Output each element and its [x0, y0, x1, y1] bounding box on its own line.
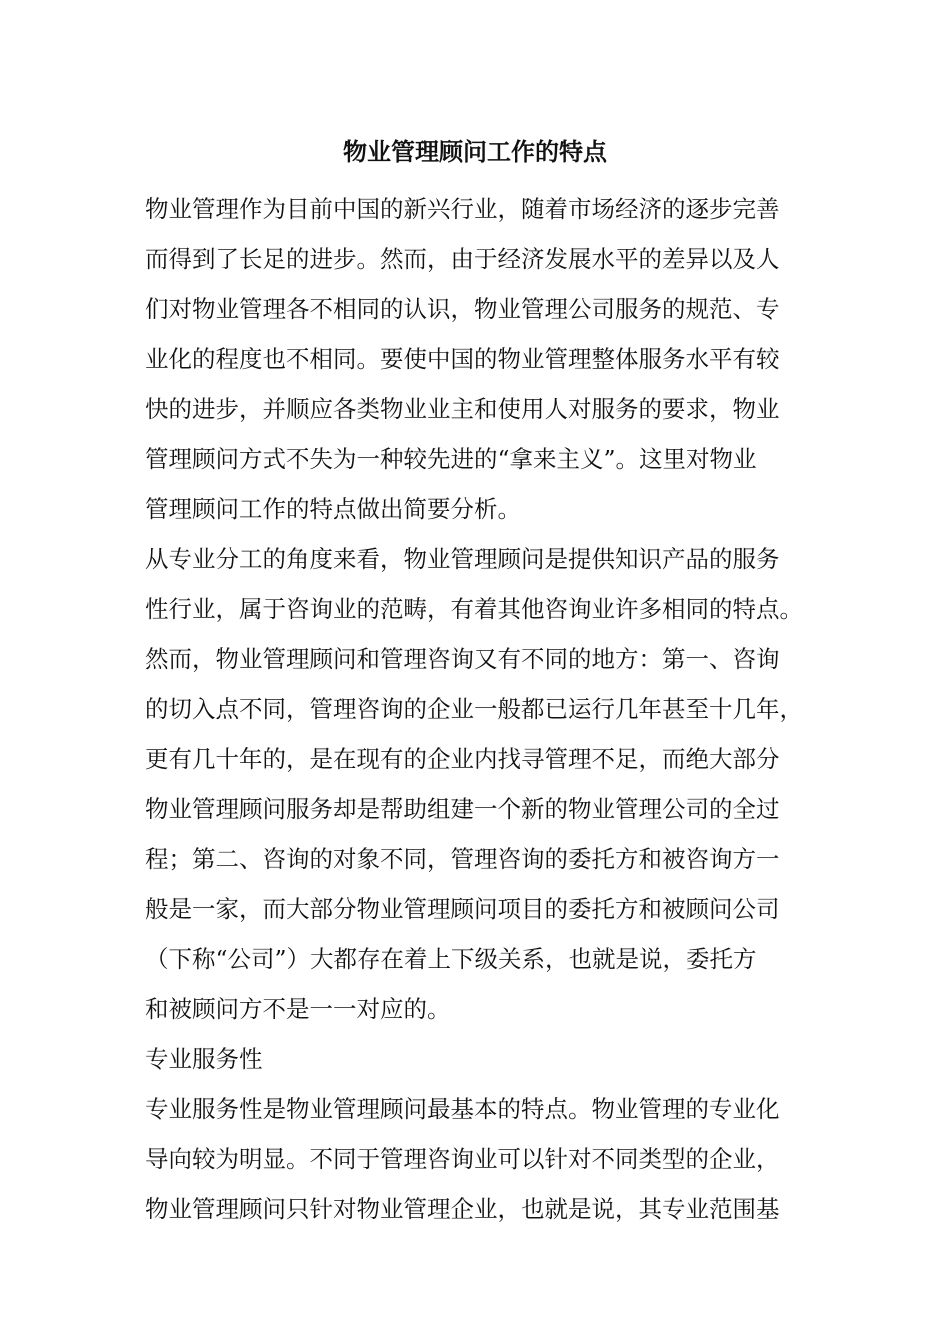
document-title: 物业管理顾问工作的特点 [343, 137, 607, 166]
text-line: 物业管理作为目前中国的新兴行业，随着市场经济的逐步完善 [145, 195, 780, 223]
text-line: 管理顾问工作的特点做出简要分析。 [145, 495, 521, 523]
text-line: 从专业分工的角度来看，物业管理顾问是提供知识产品的服务 [145, 545, 780, 573]
document-body [145, 184, 810, 1234]
text-line: 管理顾问方式不失为一种较先进的“拿来主义”。这里对物业 [145, 445, 757, 473]
text-line: 而得到了长足的进步。然而，由于经济发展水平的差异以及人 [145, 245, 780, 273]
text-line: 更有几十年的，是在现有的企业内找寻管理不足，而绝大部分 [145, 745, 780, 773]
text-line: 的切入点不同，管理咨询的企业一般都已运行几年甚至十几年， [145, 695, 803, 723]
text-line: 业化的程度也不相同。要使中国的物业管理整体服务水平有较 [145, 345, 780, 373]
text-line: 性行业，属于咨询业的范畴，有着其他咨询业许多相同的特点。 [145, 595, 803, 623]
text-line: 们对物业管理各不相同的认识，物业管理公司服务的规范、专 [145, 295, 780, 323]
text-line: 程；第二、咨询的对象不同，管理咨询的委托方和被咨询方一 [145, 845, 780, 873]
text-line: 快的进步，并顺应各类物业业主和使用人对服务的要求，物业 [145, 395, 780, 423]
text-line: 导向较为明显。不同于管理咨询业可以针对不同类型的企业， [145, 1145, 780, 1173]
text-line: 物业管理顾问服务却是帮助组建一个新的物业管理公司的全过 [145, 795, 780, 823]
section-heading: 专业服务性 [145, 1045, 263, 1073]
text-line: 专业服务性是物业管理顾问最基本的特点。物业管理的专业化 [145, 1095, 780, 1123]
text-line: （下称“公司”）大都存在着上下级关系，也就是说，委托方 [145, 945, 757, 973]
text-line: 和被顾问方不是一一对应的。 [145, 995, 451, 1023]
text-line: 然而，物业管理顾问和管理咨询又有不同的地方：第一、咨询 [145, 645, 780, 673]
text-line: 般是一家，而大部分物业管理顾问项目的委托方和被顾问公司 [145, 895, 780, 923]
text-line: 物业管理顾问只针对物业管理企业，也就是说，其专业范围基 [145, 1195, 780, 1223]
